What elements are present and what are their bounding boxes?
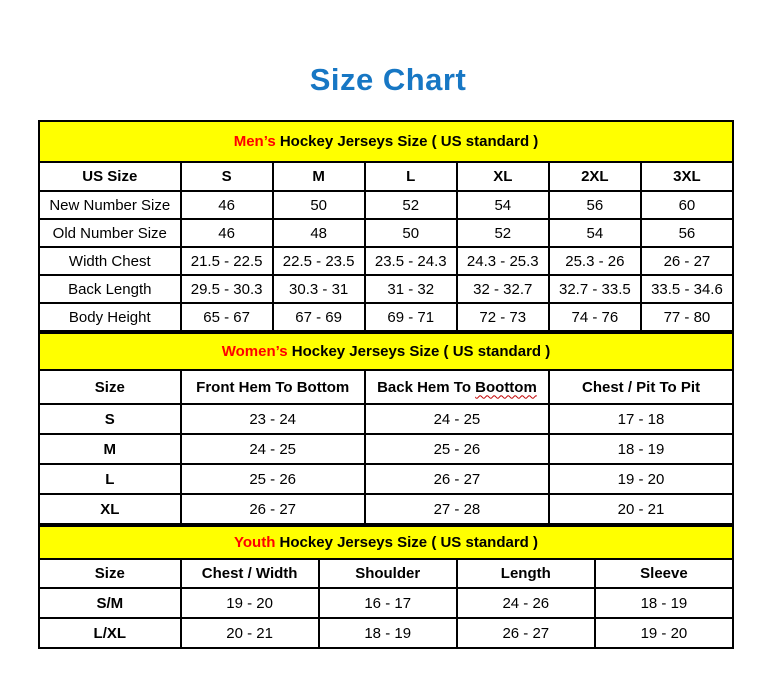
youth-col-header-chest-width: Chest / Width bbox=[181, 559, 319, 588]
size-value-cell: 74 - 76 bbox=[549, 303, 641, 331]
womens-header-row bbox=[39, 370, 733, 404]
size-value-cell: 32 - 32.7 bbox=[457, 275, 549, 303]
youth-size-table bbox=[38, 525, 734, 649]
size-value-cell: 19 - 20 bbox=[549, 464, 733, 494]
size-value-cell: 26 - 27 bbox=[181, 494, 365, 524]
womens-col-header-size: Size bbox=[39, 370, 181, 404]
womens-row-xl bbox=[39, 494, 733, 524]
womens-size-table bbox=[38, 332, 734, 525]
row-label: Body Height bbox=[39, 303, 181, 331]
row-label: Back Length bbox=[39, 275, 181, 303]
size-value-cell: 18 - 19 bbox=[595, 588, 733, 618]
size-value-cell: 30.3 - 31 bbox=[273, 275, 365, 303]
size-value-cell: 25.3 - 26 bbox=[549, 247, 641, 275]
size-value-cell: 56 bbox=[549, 191, 641, 219]
size-value-cell: 19 - 20 bbox=[181, 588, 319, 618]
row-label: New Number Size bbox=[39, 191, 181, 219]
size-value-cell: 27 - 28 bbox=[365, 494, 549, 524]
size-value-cell: 69 - 71 bbox=[365, 303, 457, 331]
size-value-cell: 54 bbox=[549, 219, 641, 247]
row-label: XL bbox=[39, 494, 181, 524]
size-value-cell: 19 - 20 bbox=[595, 618, 733, 648]
size-value-cell: 31 - 32 bbox=[365, 275, 457, 303]
back-hem-misspelled-word: Boottom bbox=[475, 378, 537, 396]
womens-row-l bbox=[39, 464, 733, 494]
size-value-cell: 65 - 67 bbox=[181, 303, 273, 331]
mens-row-width-chest bbox=[39, 247, 733, 275]
mens-row-old-number-size bbox=[39, 219, 733, 247]
row-label: S/M bbox=[39, 588, 181, 618]
size-value-cell: 20 - 21 bbox=[549, 494, 733, 524]
youth-banner-row bbox=[39, 526, 733, 559]
size-value-cell: 24 - 25 bbox=[181, 434, 365, 464]
youth-col-header-size: Size bbox=[39, 559, 181, 588]
back-hem-label: Back Hem To bbox=[377, 378, 471, 396]
youth-row-lxl bbox=[39, 618, 733, 648]
banner-text-womens: Hockey Jerseys Size ( US standard ) bbox=[287, 343, 551, 360]
youth-col-header-shoulder: Shoulder bbox=[319, 559, 457, 588]
size-value-cell: 52 bbox=[457, 219, 549, 247]
youth-header-row bbox=[39, 559, 733, 588]
size-value-cell: 26 - 27 bbox=[641, 247, 733, 275]
size-value-cell: 46 bbox=[181, 219, 273, 247]
size-value-cell: 48 bbox=[273, 219, 365, 247]
womens-banner-row bbox=[39, 333, 733, 370]
size-value-cell: 52 bbox=[365, 191, 457, 219]
youth-col-header-sleeve: Sleeve bbox=[595, 559, 733, 588]
size-value-cell: 21.5 - 22.5 bbox=[181, 247, 273, 275]
mens-section-banner bbox=[39, 121, 733, 162]
size-value-cell: 23 - 24 bbox=[181, 404, 365, 434]
mens-banner-row bbox=[39, 121, 733, 162]
mens-row-back-length bbox=[39, 275, 733, 303]
mens-col-header-2xl: 2XL bbox=[549, 162, 641, 191]
banner-highlight-womens: Women’s bbox=[221, 343, 288, 360]
size-value-cell: 20 - 21 bbox=[181, 618, 319, 648]
size-value-cell: 77 - 80 bbox=[641, 303, 733, 331]
size-value-cell: 54 bbox=[457, 191, 549, 219]
mens-col-header-m: M bbox=[273, 162, 365, 191]
row-label: M bbox=[39, 434, 181, 464]
size-value-cell: 22.5 - 23.5 bbox=[273, 247, 365, 275]
size-value-cell: 56 bbox=[641, 219, 733, 247]
row-label: S bbox=[39, 404, 181, 434]
size-value-cell: 24 - 25 bbox=[365, 404, 549, 434]
womens-row-s bbox=[39, 404, 733, 434]
size-value-cell: 72 - 73 bbox=[457, 303, 549, 331]
size-value-cell: 67 - 69 bbox=[273, 303, 365, 331]
size-value-cell: 26 - 27 bbox=[457, 618, 595, 648]
size-value-cell: 32.7 - 33.5 bbox=[549, 275, 641, 303]
banner-text-youth: Hockey Jerseys Size ( US standard ) bbox=[275, 534, 538, 551]
mens-col-header-xl: XL bbox=[457, 162, 549, 191]
size-value-cell: 24.3 - 25.3 bbox=[457, 247, 549, 275]
mens-col-header-s: S bbox=[181, 162, 273, 191]
size-value-cell: 23.5 - 24.3 bbox=[365, 247, 457, 275]
mens-header-row bbox=[39, 162, 733, 191]
size-value-cell: 46 bbox=[181, 191, 273, 219]
youth-section-banner bbox=[39, 526, 733, 559]
size-value-cell: 60 bbox=[641, 191, 733, 219]
womens-col-header-back-hem bbox=[365, 370, 549, 404]
size-value-cell: 16 - 17 bbox=[319, 588, 457, 618]
youth-col-header-length: Length bbox=[457, 559, 595, 588]
size-value-cell: 17 - 18 bbox=[549, 404, 733, 434]
womens-section-banner bbox=[39, 333, 733, 370]
womens-col-header-front-hem: Front Hem To Bottom bbox=[181, 370, 365, 404]
mens-row-body-height bbox=[39, 303, 733, 331]
banner-text-mens: Hockey Jerseys Size ( US standard ) bbox=[275, 133, 539, 150]
size-value-cell: 18 - 19 bbox=[549, 434, 733, 464]
size-value-cell: 29.5 - 30.3 bbox=[181, 275, 273, 303]
womens-row-m bbox=[39, 434, 733, 464]
mens-col-header-l: L bbox=[365, 162, 457, 191]
mens-col-header-us-size: US Size bbox=[39, 162, 181, 191]
size-value-cell: 50 bbox=[365, 219, 457, 247]
size-value-cell: 24 - 26 bbox=[457, 588, 595, 618]
mens-row-new-number-size bbox=[39, 191, 733, 219]
row-label: Old Number Size bbox=[39, 219, 181, 247]
row-label: L/XL bbox=[39, 618, 181, 648]
mens-col-header-3xl: 3XL bbox=[641, 162, 733, 191]
size-value-cell: 25 - 26 bbox=[181, 464, 365, 494]
page-title: Size Chart bbox=[309, 62, 467, 97]
row-label: L bbox=[39, 464, 181, 494]
size-value-cell: 26 - 27 bbox=[365, 464, 549, 494]
size-value-cell: 33.5 - 34.6 bbox=[641, 275, 733, 303]
womens-col-header-chest-pit: Chest / Pit To Pit bbox=[549, 370, 733, 404]
mens-size-table bbox=[38, 120, 734, 332]
size-value-cell: 18 - 19 bbox=[319, 618, 457, 648]
banner-highlight-mens: Men’s bbox=[233, 133, 276, 150]
banner-highlight-youth: Youth bbox=[234, 534, 276, 551]
row-label: Width Chest bbox=[39, 247, 181, 275]
size-value-cell: 50 bbox=[273, 191, 365, 219]
youth-row-sm bbox=[39, 588, 733, 618]
size-value-cell: 25 - 26 bbox=[365, 434, 549, 464]
